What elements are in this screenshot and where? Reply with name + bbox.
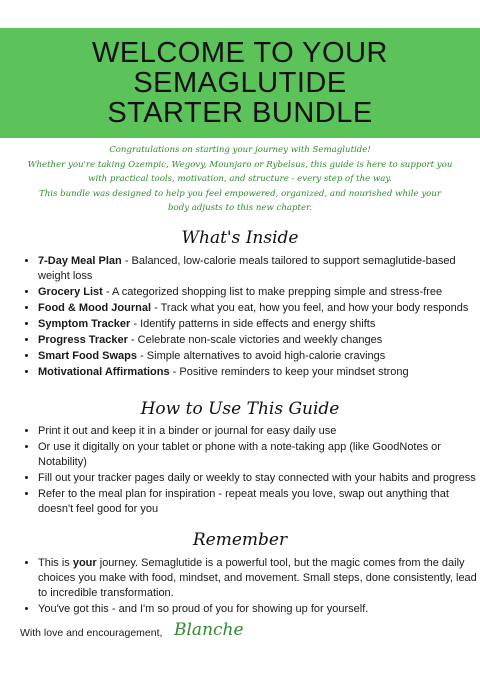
intro-line: This bundle was designed to help you feel empowered, organized, and nourished while your xyxy=(38,188,441,199)
list-item xyxy=(38,254,478,284)
intro-text xyxy=(10,143,470,216)
how-to-use-list xyxy=(20,424,478,518)
how-to-use-heading: How to Use This Guide xyxy=(140,399,340,419)
item-text: - Balanced, low-calorie meals tailored to support semaglutide-based weight loss xyxy=(38,255,456,282)
item-label: Grocery List xyxy=(38,286,103,298)
item-text: journey. Semaglutide is a powerful tool, but the magic comes from the daily choices you make with food, mindset, and movement. Small steps, done consistently, lead to incredible transformation. xyxy=(38,557,477,599)
item-text: - Simple alternatives to avoid high-calorie cravings xyxy=(137,350,386,362)
item-text: - Track what you eat, how you feel, and how your body responds xyxy=(151,302,469,314)
item-label: Motivational Affirmations xyxy=(38,366,170,378)
list-item xyxy=(38,365,478,380)
signature: Blanche xyxy=(174,620,244,640)
list-item xyxy=(38,317,478,332)
title-banner xyxy=(0,28,480,138)
list-item xyxy=(38,301,478,316)
list-item: • Fill out your tracker pages daily or weekly to stay connected with your habits and progress xyxy=(38,471,478,486)
item-text: - Identify patterns in side effects and energy shifts xyxy=(130,318,376,330)
signoff-text: With love and encouragement, xyxy=(20,627,163,639)
item-label: Progress Tracker xyxy=(38,334,128,346)
intro-line: Whether you're taking Ozempic, Wegovy, Mounjaro or Rybelsus, this guide is here to support you xyxy=(27,159,453,170)
list-item xyxy=(38,333,478,348)
item-label: Symptom Tracker xyxy=(38,318,131,330)
list-item: • Print it out and keep it in a binder or journal for easy daily use xyxy=(38,424,478,439)
item-label: Food & Mood Journal xyxy=(38,302,152,314)
whats-inside-heading: What's Inside xyxy=(181,228,299,248)
item-label: Smart Food Swaps xyxy=(38,350,138,362)
item-text: - Celebrate non-scale victories and weekly changes xyxy=(127,334,383,346)
title-line-2: SEMAGLUTIDE xyxy=(133,67,347,99)
item-text: - A categorized shopping list to make prepping simple and stress-free xyxy=(102,286,443,298)
title-line-3: STARTER BUNDLE xyxy=(107,97,373,129)
list-item: • Refer to the meal plan for inspiration - repeat meals you love, swap out anything that doesn't feel good for you xyxy=(38,487,478,517)
title-line-1: WELCOME TO YOUR xyxy=(92,37,388,69)
list-item: • You've got this - and I'm so proud of you for showing up for yourself. xyxy=(38,602,478,617)
whats-inside-list xyxy=(20,254,478,381)
remember-heading: Remember xyxy=(192,530,288,550)
remember-list xyxy=(20,556,478,618)
item-text: - Positive reminders to keep your mindset strong xyxy=(169,366,409,378)
item-emphasis: your xyxy=(72,557,97,569)
intro-line: body adjusts to this new chapter. xyxy=(168,203,312,213)
list-item: • Or use it digitally on your tablet or phone with a note-taking app (like GoodNotes or Notability) xyxy=(38,440,478,470)
item-label: 7-Day Meal Plan xyxy=(38,255,122,267)
intro-line: with practical tools, motivation, and structure - every step of the way. xyxy=(88,174,392,184)
item-text: This is xyxy=(38,557,73,569)
list-item xyxy=(38,349,478,364)
intro-line: Congratulations on starting your journey with Semaglutide! xyxy=(109,145,371,155)
list-item xyxy=(38,285,478,300)
list-item xyxy=(38,556,478,601)
